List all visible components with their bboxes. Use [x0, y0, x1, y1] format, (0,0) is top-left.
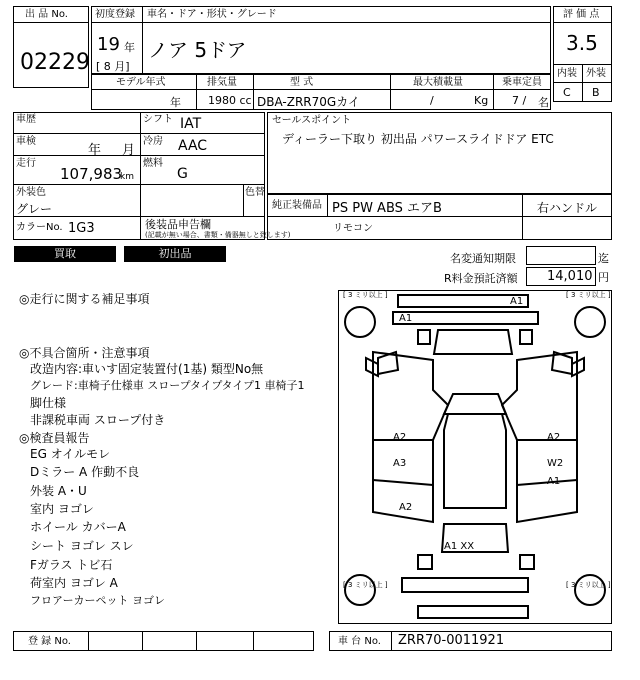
corner-label-top-right: [ 3 ミリ以上 ] [566, 291, 611, 299]
defect-line-2: グレード:車椅子仕様車 スロープタイプタイプ1 車椅子1 [30, 379, 305, 392]
inspector-line-1: EG オイルモレ [30, 447, 111, 461]
equipment-items: PS PW ABS エアB [332, 201, 442, 216]
capacity-unit: 名 [538, 96, 549, 109]
recycle-label: R料金預託済額 [444, 272, 518, 285]
corner-label-bottom-left: [ 3 ミリ以上 ] [343, 581, 388, 589]
car-name: ノア 5ドア [148, 38, 247, 62]
mark-front-bumper: A1 [510, 296, 524, 307]
type: DBA-ZRR70Gカイ [257, 95, 360, 109]
aftermarket-label: 後装品申告欄 [145, 218, 211, 231]
inspector-line-6: シート ヨゴレ スレ [30, 539, 134, 553]
model-year-label: モデル年式 [116, 77, 166, 88]
interior-label: 内装 [557, 68, 577, 79]
inspection-label: 車検 [16, 136, 36, 147]
exterior-grade: B [592, 86, 600, 99]
mileage-label: 走行 [16, 158, 36, 169]
mileage-unit: km [120, 172, 134, 182]
history-label: 車歴 [16, 114, 36, 125]
corner-label-bottom-right: [ 3 ミリ以上 ] [566, 581, 611, 589]
mark-right-front-door: A2 [547, 432, 561, 443]
max-load-label: 最大積載量 [413, 77, 463, 88]
registration-label: 登 録 No. [28, 636, 71, 647]
chassis-no: ZRR70-0011921 [398, 633, 505, 648]
mark-right-rear-door: W2 [547, 458, 564, 469]
inspection-year-unit: 年 [88, 143, 102, 158]
first-reg-year: 19 [97, 34, 120, 55]
car-name-label: 車名・ドア・形状・グレード [147, 9, 277, 20]
inspection-month-unit: 月 [122, 143, 136, 158]
color-no-label: カラーNo. [16, 222, 63, 233]
defects-header: ◎不具合箇所・注意事項 [19, 346, 150, 360]
fuel-label: 燃料 [143, 158, 163, 169]
sales-points-label: セールスポイント [272, 115, 352, 126]
color-change-label: 色替 [245, 187, 265, 198]
lot-no-label: 出 品 No. [25, 9, 68, 20]
chassis-label: 車 台 No. [338, 636, 381, 647]
fuel: G [177, 166, 188, 182]
exterior-label: 外装 [586, 68, 606, 79]
inspector-line-4: 室内 ヨゴレ [30, 502, 94, 516]
recycle-amount: 14,010 [547, 269, 593, 284]
lot-no: 02229 [20, 50, 90, 75]
score: 3.5 [566, 31, 598, 55]
max-load-unit: Kg [474, 94, 489, 107]
shift: IAT [180, 116, 202, 132]
displacement-label: 排気量 [207, 77, 237, 88]
aftermarket-note: (記載が無い場合、書類・備器無しと致します) [145, 231, 291, 239]
mark-left-front-door: A2 [393, 432, 407, 443]
info-grid [13, 112, 265, 240]
capacity: 7 / [512, 94, 527, 107]
color: グレー [16, 202, 53, 216]
first-reg-label: 初度登録 [95, 9, 135, 20]
buy-badge: 買取 [14, 246, 116, 262]
type-label: 型 式 [290, 77, 314, 88]
corner-label-top-left: [ 3 ミリ以上 ] [343, 291, 388, 299]
capacity-label: 乗車定員 [502, 77, 542, 88]
deadline-unit: 迄 [598, 252, 609, 265]
defect-line-3: 脚仕様 [30, 396, 67, 410]
cooler-label: 冷房 [143, 136, 163, 147]
interior-grade: C [563, 86, 571, 99]
defect-line-4: 非課税車両 スロープ付き [30, 413, 166, 427]
recycle-unit: 円 [598, 271, 609, 284]
inspector-line-7: Fガラス トビ石 [30, 558, 113, 572]
first-reg-month: [ 8 月] [96, 60, 130, 73]
color-label: 外装色 [16, 187, 46, 198]
max-load: / [430, 94, 434, 107]
color-no: 1G3 [68, 221, 95, 236]
model-year-unit: 年 [170, 96, 181, 109]
cooler: AAC [178, 138, 208, 154]
remote: リモコン [333, 223, 373, 234]
inspector-line-8: 荷室内 ヨゴレ A [30, 576, 118, 590]
first-listing-badge: 初出品 [124, 246, 226, 262]
inspector-line-9: フロアーカーペット ヨゴレ [30, 594, 165, 607]
mark-rear: A1 XX [444, 541, 475, 552]
inspector-line-3: 外装 A・U [30, 484, 87, 498]
car-diagram-outline [338, 290, 612, 624]
score-label: 評 価 点 [563, 9, 600, 20]
mileage: 107,983 [60, 165, 123, 183]
first-reg-year-unit: 年 [124, 41, 135, 54]
mark-left-rear-door: A3 [393, 458, 407, 469]
defect-line-1: 改造内容:車いす固定装置付(1基) 類型No無 [30, 362, 264, 376]
handle: 右ハンドル [537, 201, 598, 215]
inspector-line-5: ホイール カバーA [30, 520, 126, 534]
inspector-header: ◎検査員報告 [19, 431, 90, 445]
driving-notes-header: ◎走行に関する補足事項 [19, 292, 150, 306]
mark-right-rear-a1: A1 [547, 476, 561, 487]
inspector-line-2: Dミラー A 作動不良 [30, 465, 140, 479]
displacement: 1980 cc [208, 94, 252, 107]
mark-front-left: A1 [399, 313, 413, 324]
deadline-box [526, 246, 596, 265]
mark-left-rear-fender: A2 [399, 502, 413, 513]
equipment-label: 純正装備品 [272, 200, 322, 211]
deadline-label: 名変通知期限 [450, 252, 516, 265]
shift-label: シフト [143, 114, 173, 125]
sales-points-text: ディーラー下取り 初出品 パワースライドドア ETC [282, 132, 554, 146]
